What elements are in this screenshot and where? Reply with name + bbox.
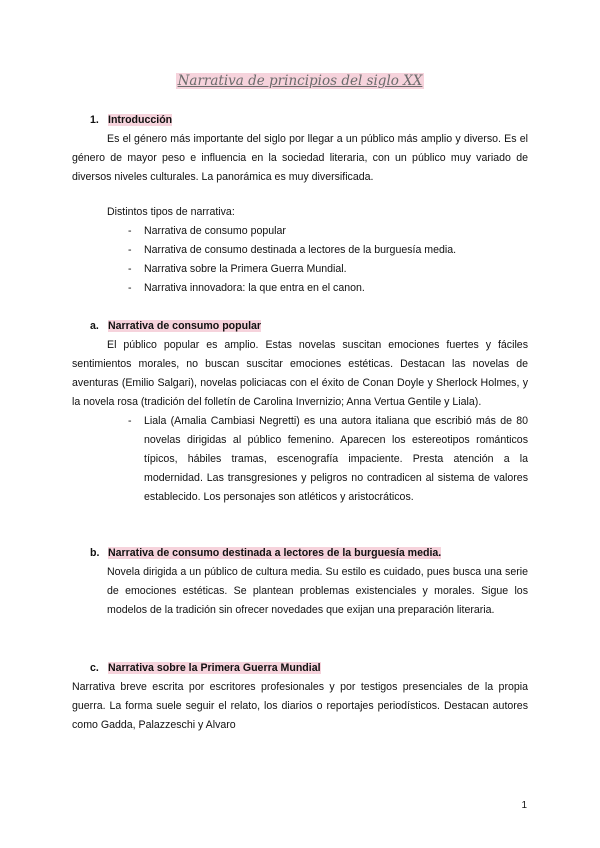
section-heading: b. Narrativa de consumo destinada a lectores de la burguesía media. bbox=[90, 547, 442, 559]
section-paragraph: Es el género más importante del siglo por llegar a un público más amplio y diverso. Es el género de mayor peso e influencia en la sociedad literaria, con un público muy variado de diversos niveles culturales. La panorámica es muy diversificada. bbox=[72, 133, 528, 183]
section-paragraph: Novela dirigida a un público de cultura media. Su estilo es cuidado, pues busca una serie de emociones estéticas. Se plantean problemas existenciales y morales. Sigue los modelos de la tradición sin ofrecer novedades que exijan una preparación literaria. bbox=[107, 566, 528, 616]
section-heading: a. Narrativa de consumo popular bbox=[90, 320, 262, 332]
narrative-types-list bbox=[72, 222, 528, 298]
list-item: - Liala (Amalia Cambiasi Negretti) es una autora italiana que escribió más de 80 novelas dirigidas al público femenino. Aparecen los estereotipos románticos típicos, hábiles tramas, escenografía impaciente. Presta atención a la modernidad. Las transgresiones y peligros no contradicen al sistema de valores establecido. Los personajes son atléticos y aristocráticos. bbox=[128, 415, 528, 503]
list-intro: Distintos tipos de narrativa: bbox=[107, 206, 235, 218]
section-primera-guerra bbox=[72, 659, 528, 735]
list-item: - Narrativa sobre la Primera Guerra Mundial. bbox=[128, 263, 347, 275]
narrative-types bbox=[72, 203, 528, 298]
list-item: - Narrativa de consumo popular bbox=[128, 225, 286, 237]
list-item: - Narrativa innovadora: la que entra en el canon. bbox=[128, 282, 365, 294]
list-item: - Narrativa de consumo destinada a lectores de la burguesía media. bbox=[128, 244, 457, 256]
section-consumo-popular bbox=[72, 317, 528, 507]
section-paragraph: Narrativa breve escrita por escritores profesionales y por testigos presenciales de la propia guerra. La forma suele seguir el relato, los diarios o reportajes periodísticos. Destacan autores como Gadda, Palazzeschi y Alvaro bbox=[72, 681, 528, 731]
section-consumo-burguesia bbox=[72, 544, 528, 620]
page-number: 1 bbox=[521, 800, 527, 811]
section-heading: c. Narrativa sobre la Primera Guerra Mundial bbox=[90, 662, 321, 674]
section-introduccion bbox=[72, 111, 528, 187]
section-heading: 1. Introducción bbox=[90, 114, 173, 126]
document-title: Narrativa de principios del siglo XX bbox=[177, 73, 423, 89]
section-paragraph: El público popular es amplio. Estas novelas suscitan emociones fuertes y fáciles sentimientos morales, no buscan suscitar emociones estéticas. Destacan las novelas de aventuras (Emilio Salgari), novelas policiacas con el éxito de Conan Doyle y Sherlock Holmes, y la novela rosa (tradición del folletín de Carolina Invernizio; Anna Vertua Gentile y Liala). bbox=[72, 339, 528, 408]
